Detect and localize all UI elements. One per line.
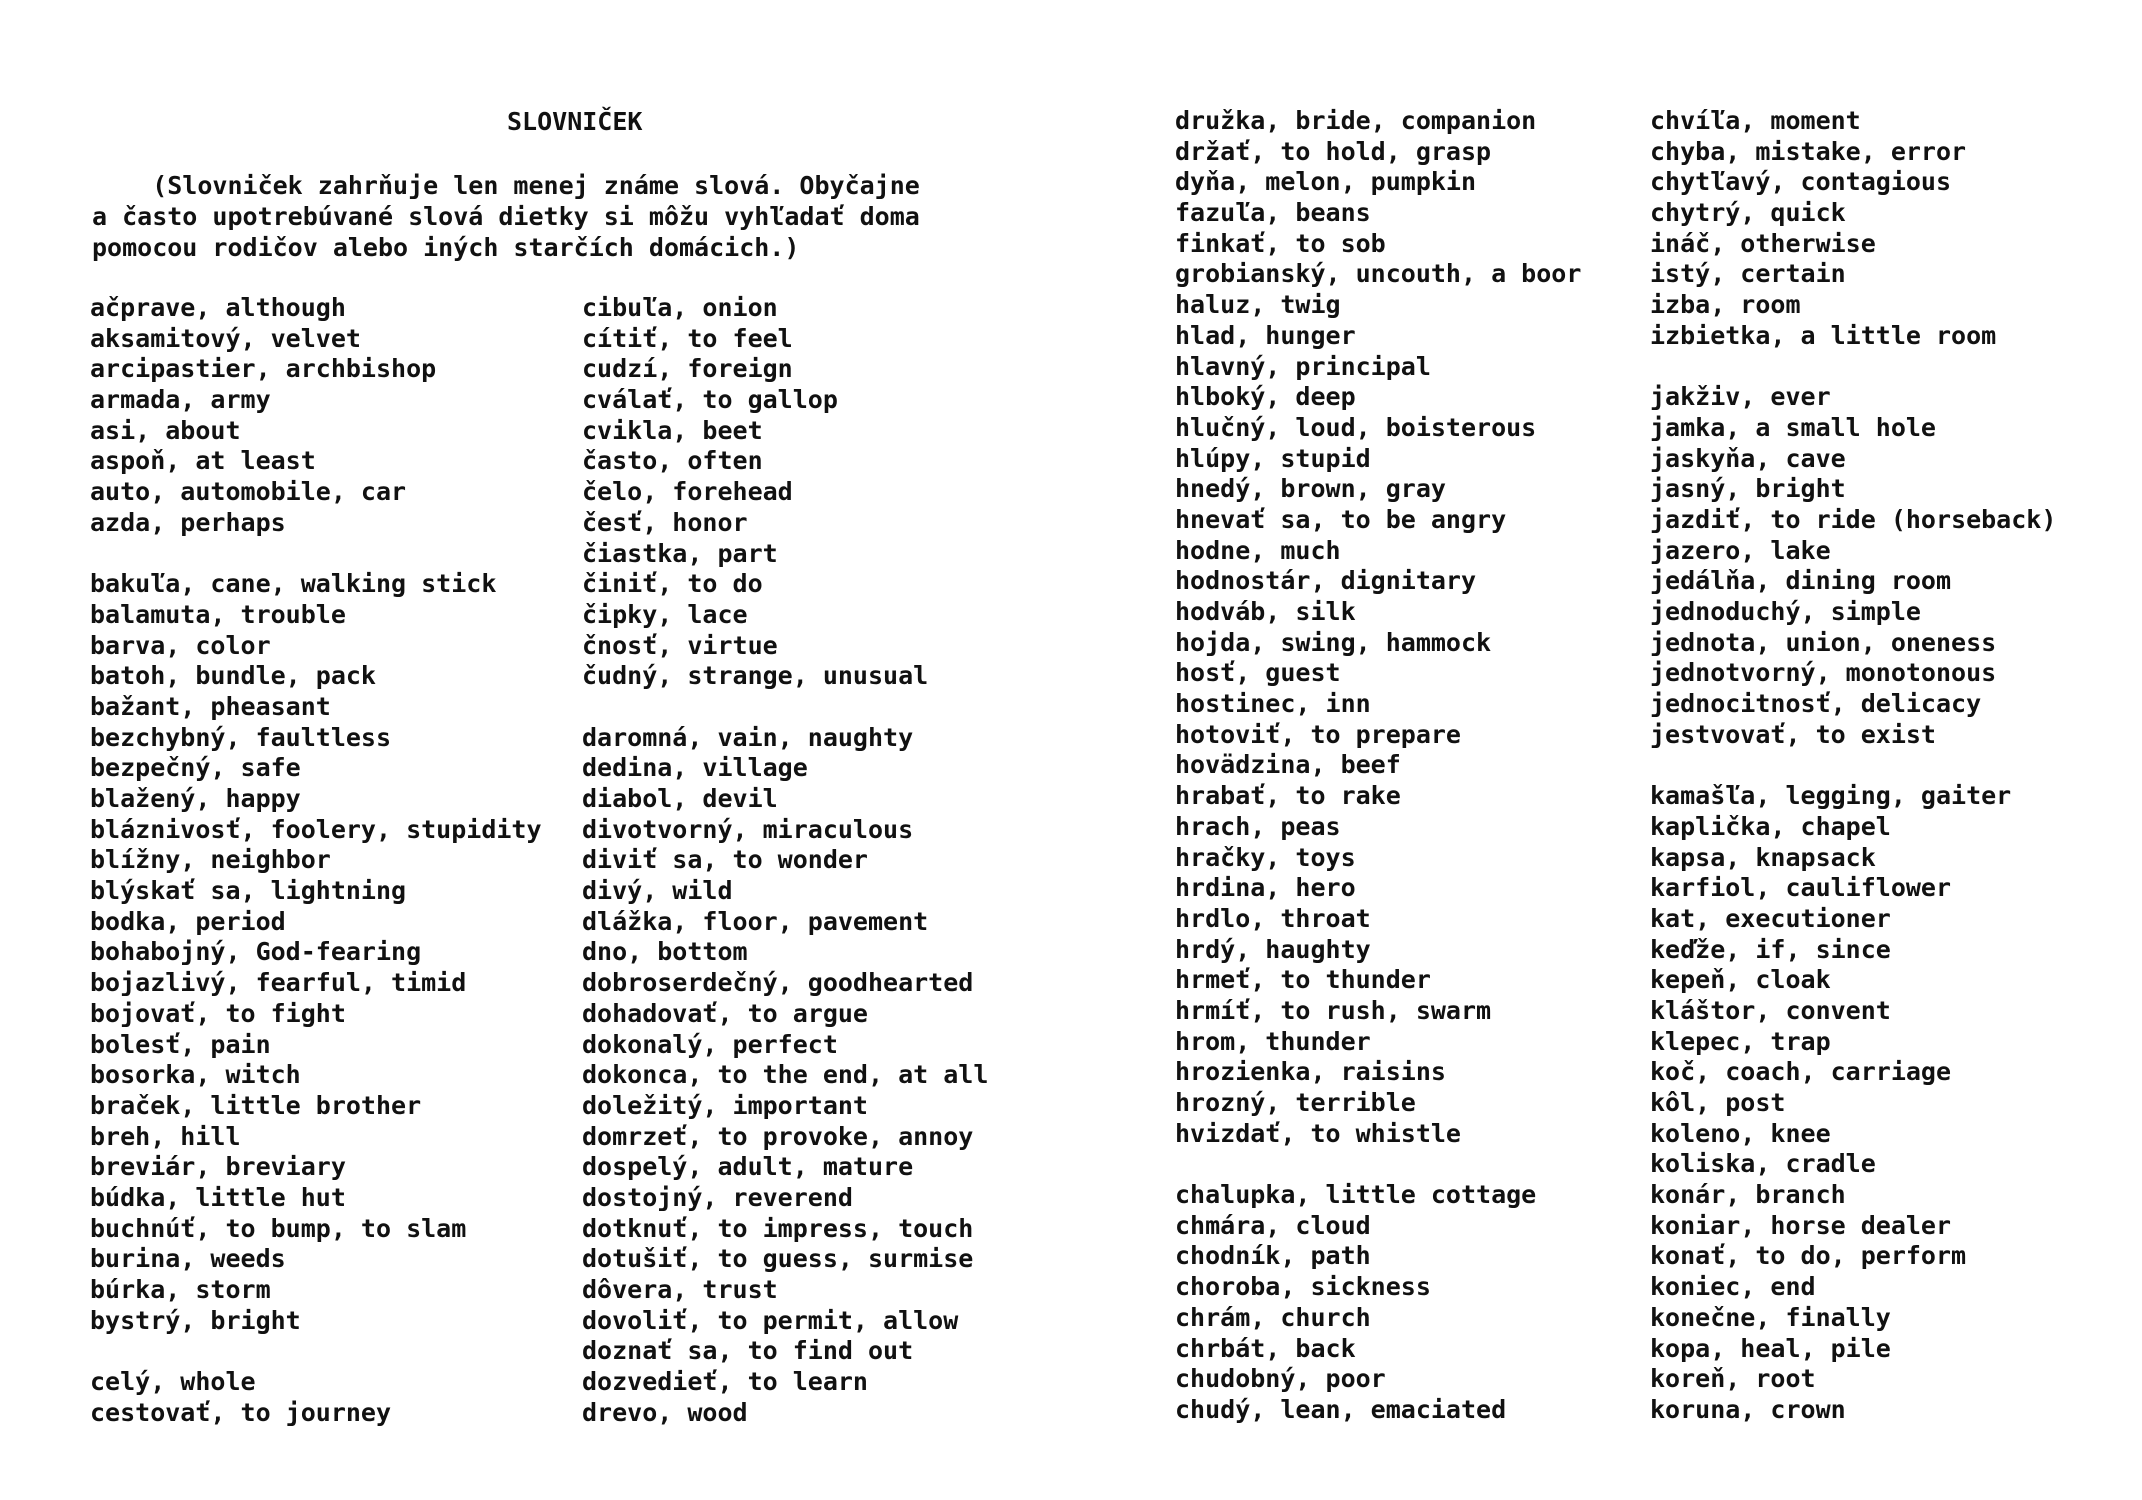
glossary-entry: hotoviť, to prepare: [1175, 719, 1461, 749]
glossary-entry: dedina, village: [582, 753, 808, 783]
glossary-entry: chudobný, poor: [1175, 1364, 1386, 1394]
glossary-entry: chyba, mistake, error: [1650, 136, 1967, 166]
glossary-entry: jaskyňa, cave: [1650, 443, 1846, 473]
glossary-entry: chytľavý, contagious: [1650, 167, 1952, 197]
glossary-entry: bezchybný, faultless: [90, 722, 392, 752]
glossary-entry: kláštor, convent: [1650, 995, 1891, 1025]
glossary-entry: dokonca, to the end, at all: [582, 1060, 989, 1090]
glossary-entry: dozvedieť, to learn: [582, 1367, 868, 1397]
glossary-column-3: [1175, 106, 1581, 1426]
intro-line: (Slovniček zahrňuje len menej známe slová. Obyčajne: [92, 171, 920, 200]
glossary-entry: hrmeť, to thunder: [1175, 965, 1431, 995]
glossary-entry: armada, army: [90, 385, 271, 415]
glossary-entry: držať, to hold, grasp: [1175, 136, 1492, 166]
glossary-entry: jasný, bright: [1650, 474, 1846, 504]
glossary-entry: dostojný, reverend: [582, 1182, 853, 1212]
intro-line: a často upotrebúvané slová dietky si môžu vyhľadať doma: [92, 202, 920, 231]
glossary-entry: kamašľa, legging, gaiter: [1650, 781, 2012, 811]
glossary-entry: chodník, path: [1175, 1241, 1371, 1271]
glossary-entry: činiť, to do: [582, 569, 763, 599]
glossary-entry: družka, bride, companion: [1175, 106, 1537, 135]
glossary-entry: konať, to do, perform: [1650, 1241, 1967, 1271]
glossary-entry: haluz, twig: [1175, 290, 1341, 320]
glossary-entry: dno, bottom: [582, 937, 748, 967]
glossary-entry: koleno, knee: [1650, 1118, 1831, 1148]
entry-gap: [1650, 352, 2056, 383]
glossary-entry: dohadovať, to argue: [582, 998, 868, 1028]
glossary-entry: dokonalý, perfect: [582, 1029, 838, 1059]
glossary-entry: koniar, horse dealer: [1650, 1210, 1952, 1240]
glossary-entry: dotušiť, to guess, surmise: [582, 1244, 974, 1274]
glossary-entry: arcipastier, archbishop: [90, 354, 437, 384]
glossary-entry: klepec, trap: [1650, 1026, 1831, 1056]
glossary-entry: konár, branch: [1650, 1180, 1846, 1210]
glossary-entry: izba, room: [1650, 290, 1801, 320]
glossary-entry: istý, certain: [1650, 259, 1846, 289]
glossary-entry: jednota, union, oneness: [1650, 627, 1997, 657]
glossary-entry: hlavný, principal: [1175, 351, 1431, 381]
glossary-entry: breviár, breviary: [90, 1152, 346, 1182]
glossary-entry: hrom, thunder: [1175, 1026, 1371, 1056]
glossary-entry: hrabať, to rake: [1175, 781, 1401, 811]
glossary-entry: jakživ, ever: [1650, 382, 1831, 412]
glossary-entry: cibuľa, onion: [582, 293, 778, 322]
glossary-entry: dyňa, melon, pumpkin: [1175, 167, 1477, 197]
glossary-entry: často, often: [582, 446, 763, 476]
glossary-entry: bojazlivý, fearful, timid: [90, 968, 467, 998]
glossary-entry: auto, automobile, car: [90, 477, 407, 507]
glossary-entry: aspoň, at least: [90, 446, 316, 476]
glossary-entry: čipky, lace: [582, 599, 748, 629]
glossary-entry: divotvorný, miraculous: [582, 814, 914, 844]
glossary-entry: hračky, toys: [1175, 842, 1356, 872]
glossary-entry: búrka, storm: [90, 1275, 271, 1304]
glossary-entry: ačprave, although: [90, 293, 346, 322]
glossary-entry: bosorka, witch: [90, 1060, 301, 1090]
glossary-entry: hlúpy, stupid: [1175, 443, 1371, 473]
glossary-entry: grobianský, uncouth, a boor: [1175, 259, 1582, 289]
glossary-entry: koruna, crown: [1650, 1394, 1846, 1424]
glossary-entry: hrach, peas: [1175, 811, 1341, 841]
glossary-entry: jazero, lake: [1650, 535, 1831, 565]
entry-gap: [1650, 750, 2056, 781]
glossary-entry: dospelý, adult, mature: [582, 1152, 914, 1182]
glossary-entry: burina, weeds: [90, 1244, 286, 1274]
glossary-entry: keďže, if, since: [1650, 934, 1891, 964]
glossary-entry: koliska, cradle: [1650, 1149, 1876, 1179]
glossary-entry: aksamitový, velvet: [90, 323, 361, 353]
glossary-entry: diviť sa, to wonder: [582, 845, 868, 875]
glossary-entry: hostinec, inn: [1175, 689, 1371, 719]
glossary-entry: daromná, vain, naughty: [582, 722, 914, 752]
glossary-entry: dovoliť, to permit, allow: [582, 1305, 959, 1335]
glossary-entry: kepeň, cloak: [1650, 965, 1831, 995]
glossary-entry: kat, executioner: [1650, 903, 1891, 933]
glossary-entry: dobroserdečný, goodhearted: [582, 968, 974, 998]
glossary-entry: čiastka, part: [582, 538, 778, 568]
intro-paragraph: [92, 170, 1052, 263]
glossary-entry: bodka, period: [90, 906, 286, 936]
glossary-entry: čudný, strange, unusual: [582, 661, 929, 691]
glossary-entry: doležitý, important: [582, 1090, 868, 1120]
glossary-entry: karfiol, cauliflower: [1650, 873, 1952, 903]
glossary-entry: jedálňa, dining room: [1650, 566, 1952, 596]
glossary-entry: jednotvorný, monotonous: [1650, 658, 1997, 688]
glossary-entry: hlad, hunger: [1175, 320, 1356, 350]
glossary-entry: hrmíť, to rush, swarm: [1175, 995, 1492, 1025]
glossary-entry: koreň, root: [1650, 1364, 1816, 1394]
entry-gap: [90, 1336, 542, 1367]
glossary-entry: chmára, cloud: [1175, 1210, 1371, 1240]
glossary-entry: jamka, a small hole: [1650, 412, 1936, 442]
glossary-entry: finkať, to sob: [1175, 228, 1386, 258]
glossary-entry: bystrý, bright: [90, 1305, 301, 1335]
glossary-entry: chrám, church: [1175, 1302, 1371, 1332]
glossary-entry: batoh, bundle, pack: [90, 661, 376, 691]
glossary-entry: koniec, end: [1650, 1272, 1816, 1302]
glossary-entry: cudzí, foreign: [582, 354, 793, 384]
glossary-entry: blažený, happy: [90, 784, 301, 813]
glossary-entry: búdka, little hut: [90, 1182, 346, 1212]
glossary-entry: cítiť, to feel: [582, 323, 793, 353]
glossary-entry: hodváb, silk: [1175, 597, 1356, 626]
glossary-entry: jazdiť, to ride (horseback): [1650, 504, 2057, 534]
glossary-entry: bezpečný, safe: [90, 753, 301, 783]
glossary-entry: doznať sa, to find out: [582, 1336, 914, 1366]
glossary-entry: jednocitnosť, delicacy: [1650, 689, 1982, 719]
glossary-entry: konečne, finally: [1650, 1302, 1891, 1332]
glossary-column-1: [90, 293, 542, 1428]
glossary-entry: čnosť, virtue: [582, 630, 778, 660]
glossary-entry: kaplička, chapel: [1650, 811, 1891, 841]
glossary-entry: domrzeť, to provoke, annoy: [582, 1121, 974, 1151]
glossary-entry: hrdý, haughty: [1175, 934, 1371, 964]
glossary-entry: hrozienka, raisins: [1175, 1057, 1446, 1087]
glossary-entry: braček, little brother: [90, 1090, 422, 1120]
glossary-entry: ináč, otherwise: [1650, 228, 1876, 258]
glossary-entry: hodnostár, dignitary: [1175, 566, 1477, 596]
glossary-entry: jednoduchý, simple: [1650, 597, 1921, 626]
glossary-entry: hodne, much: [1175, 535, 1341, 565]
glossary-entry: bakuľa, cane, walking stick: [90, 569, 497, 599]
glossary-entry: balamuta, trouble: [90, 599, 346, 629]
glossary-entry: chrbát, back: [1175, 1333, 1356, 1363]
glossary-entry: chudý, lean, emaciated: [1175, 1394, 1507, 1424]
glossary-entry: kapsa, knapsack: [1650, 842, 1876, 872]
glossary-entry: jestvovať, to exist: [1650, 719, 1936, 749]
glossary-entry: hojda, swing, hammock: [1175, 627, 1492, 657]
glossary-entry: diabol, devil: [582, 784, 778, 813]
glossary-entry: dôvera, trust: [582, 1275, 778, 1304]
glossary-entry: cvikla, beet: [582, 415, 763, 445]
glossary-entry: hrdina, hero: [1175, 873, 1356, 903]
glossary-entry: breh, hill: [90, 1121, 241, 1151]
page-title: SLOVNIČEK: [507, 107, 643, 136]
glossary-entry: cestovať, to journey: [90, 1397, 392, 1427]
glossary-entry: buchnúť, to bump, to slam: [90, 1213, 467, 1243]
glossary-entry: hvizdať, to whistle: [1175, 1118, 1461, 1148]
glossary-entry: blížny, neighbor: [90, 845, 331, 875]
entry-gap: [582, 692, 988, 723]
glossary-entry: hlboký, deep: [1175, 382, 1356, 412]
glossary-column-2: [582, 293, 988, 1428]
glossary-entry: chvíľa, moment: [1650, 106, 1861, 135]
glossary-entry: dlážka, floor, pavement: [582, 906, 929, 936]
glossary-entry: bažant, pheasant: [90, 691, 331, 721]
glossary-entry: hrdlo, throat: [1175, 903, 1371, 933]
glossary-column-4: [1650, 106, 2056, 1426]
glossary-entry: hlučný, loud, boisterous: [1175, 412, 1537, 442]
glossary-entry: hnedý, brown, gray: [1175, 474, 1446, 504]
glossary-entry: bohabojný, God-fearing: [90, 937, 422, 967]
glossary-entry: cválať, to gallop: [582, 385, 838, 415]
glossary-entry: barva, color: [90, 630, 271, 660]
glossary-entry: asi, about: [90, 415, 241, 445]
glossary-entry: chytrý, quick: [1650, 198, 1846, 228]
entry-gap: [1175, 1149, 1581, 1180]
glossary-entry: blýskať sa, lightning: [90, 876, 407, 906]
glossary-entry: čelo, forehead: [582, 477, 793, 507]
glossary-entry: hnevať sa, to be angry: [1175, 504, 1507, 534]
glossary-entry: hrozný, terrible: [1175, 1088, 1416, 1117]
glossary-entry: koč, coach, carriage: [1650, 1057, 1952, 1087]
glossary-entry: celý, whole: [90, 1367, 256, 1397]
glossary-entry: kopa, heal, pile: [1650, 1333, 1891, 1363]
glossary-entry: azda, perhaps: [90, 507, 286, 537]
glossary-entry: chalupka, little cottage: [1175, 1180, 1537, 1210]
glossary-entry: bláznivosť, foolery, stupidity: [90, 814, 542, 844]
glossary-entry: hovädzina, beef: [1175, 750, 1401, 780]
glossary-entry: bolesť, pain: [90, 1029, 271, 1059]
glossary-entry: fazuľa, beans: [1175, 198, 1371, 228]
glossary-entry: divý, wild: [582, 876, 733, 906]
glossary-entry: bojovať, to fight: [90, 998, 346, 1028]
glossary-entry: dotknuť, to impress, touch: [582, 1213, 974, 1243]
glossary-entry: česť, honor: [582, 507, 748, 537]
glossary-entry: drevo, wood: [582, 1397, 748, 1427]
glossary-entry: kôl, post: [1650, 1088, 1786, 1117]
glossary-entry: choroba, sickness: [1175, 1272, 1431, 1302]
entry-gap: [90, 539, 542, 570]
glossary-entry: hosť, guest: [1175, 658, 1341, 688]
glossary-entry: izbietka, a little room: [1650, 320, 1997, 350]
intro-line: pomocou rodičov alebo iných starčích domácich.): [92, 233, 800, 262]
